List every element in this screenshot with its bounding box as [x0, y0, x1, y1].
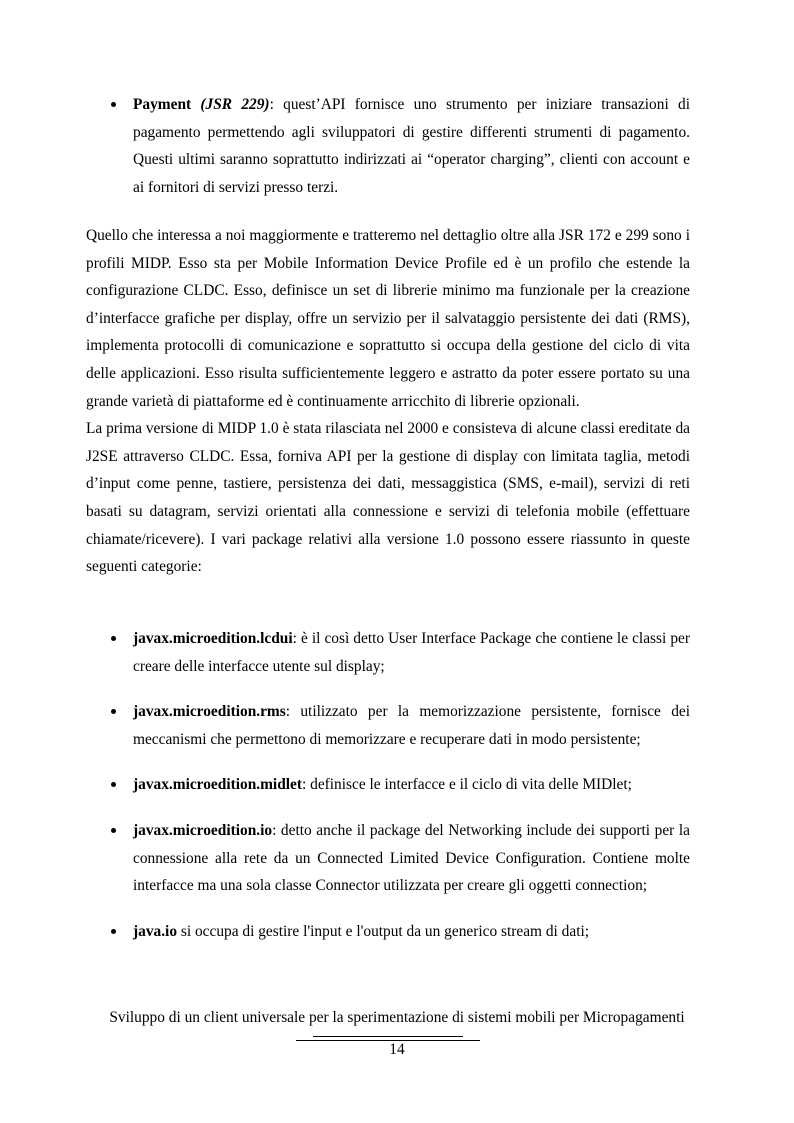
list-item [86, 918, 690, 946]
package-bullet-list [86, 625, 690, 945]
footer-divider [313, 1036, 463, 1037]
paragraph: La prima versione di MIDP 1.0 è stata rilasciata nel 2000 e consisteva di alcune classi ereditate da J2SE attraverso CLDC. Essa, forniva API per la gestione di display con limitata taglia, metodi d’input come penne, tastiere, persistenza dei dati, messaggistica (SMS, e-mail), servizi di reti basati su datagram, servizi orientati alla connessione e servizi di telefonia mobile (effettuare chiamate/ricevere). I vari package relativi alla versione 1.0 possono essere riassunto in queste seguenti categorie: [86, 420, 690, 576]
list-item-term: javax.microedition.io [133, 821, 273, 839]
list-item-term-note: (JSR 229) [200, 96, 270, 113]
list-item-term: java.io [133, 922, 178, 940]
bullet-icon [111, 102, 116, 107]
list-item-text: : definisce le interfacce e il ciclo di vita delle MIDlet; [302, 776, 632, 794]
list-item-term: Payment [133, 96, 192, 113]
list-item-text: : utilizzato per la memorizzazione persistente, fornisce dei meccanismi che permettono di memorizzare e recuperare dati in modo persistente; [133, 703, 690, 748]
list-item-term: javax.microedition.lcdui [133, 630, 293, 647]
paragraph: Quello che interessa a noi maggiormente e tratteremo nel dettaglio oltre alla JSR 172 e 299 sono i profili MIDP. Esso sta per Mobile Information Device Profile ed è un profilo che estende la configurazione CLDC. Esso, definisce un set di librerie minimo ma funzionale per la creazione d’interfacce grafiche per display, offre un servizio per il salvataggio persistente dei dati (RMS), implementa protocolli di comunicazione e soprattutto si occupa della gestione del ciclo di vita delle applicazioni. Esso risulta sufficientemente leggero e astratto da poter essere portato su una grande varietà di piattaforme ed è continuamente arricchito di librerie opzionali. [86, 227, 690, 410]
list-item [86, 625, 690, 680]
bullet-icon [111, 929, 116, 934]
bullet-icon [111, 782, 116, 787]
page-number: 14 [389, 1041, 405, 1058]
list-item [86, 91, 690, 201]
body-text [86, 222, 690, 581]
intro-bullet-list [86, 91, 690, 201]
list-item [86, 698, 690, 753]
list-item-term: javax.microedition.midlet [133, 776, 302, 794]
bullet-icon [111, 709, 116, 714]
list-item [86, 771, 690, 799]
list-item-text: : quest’API fornisce uno strumento per iniziare transazioni di pagamento permettendo agli sviluppatori di gestire differenti strumenti di pagamento. Questi ultimi saranno soprattutto indirizzati ai “operator charging”, clienti con account e ai fornitori di servizi presso terzi. [133, 96, 690, 196]
list-item-term: javax.microedition.rms [133, 703, 286, 721]
list-item-text: si occupa di gestire l'input e l'output da un generico stream di dati; [177, 922, 590, 940]
list-item-text: : detto anche il package del Networking include dei supporti per la connessione alla rete da un Connected Limited Device Configuration. Contiene molte interfacce ma una sola classe Connector utilizzata per creare gli oggetti connection; [133, 821, 690, 895]
bullet-icon [111, 828, 116, 833]
footer-title: Sviluppo di un client universale per la sperimentazione di sistemi mobili per Micropagamenti [109, 1009, 685, 1026]
list-item-text: : è il così detto User Interface Package che contiene le classi per creare delle interfacce utente sul display; [133, 630, 690, 675]
list-item [86, 817, 690, 900]
bullet-icon [111, 636, 116, 641]
